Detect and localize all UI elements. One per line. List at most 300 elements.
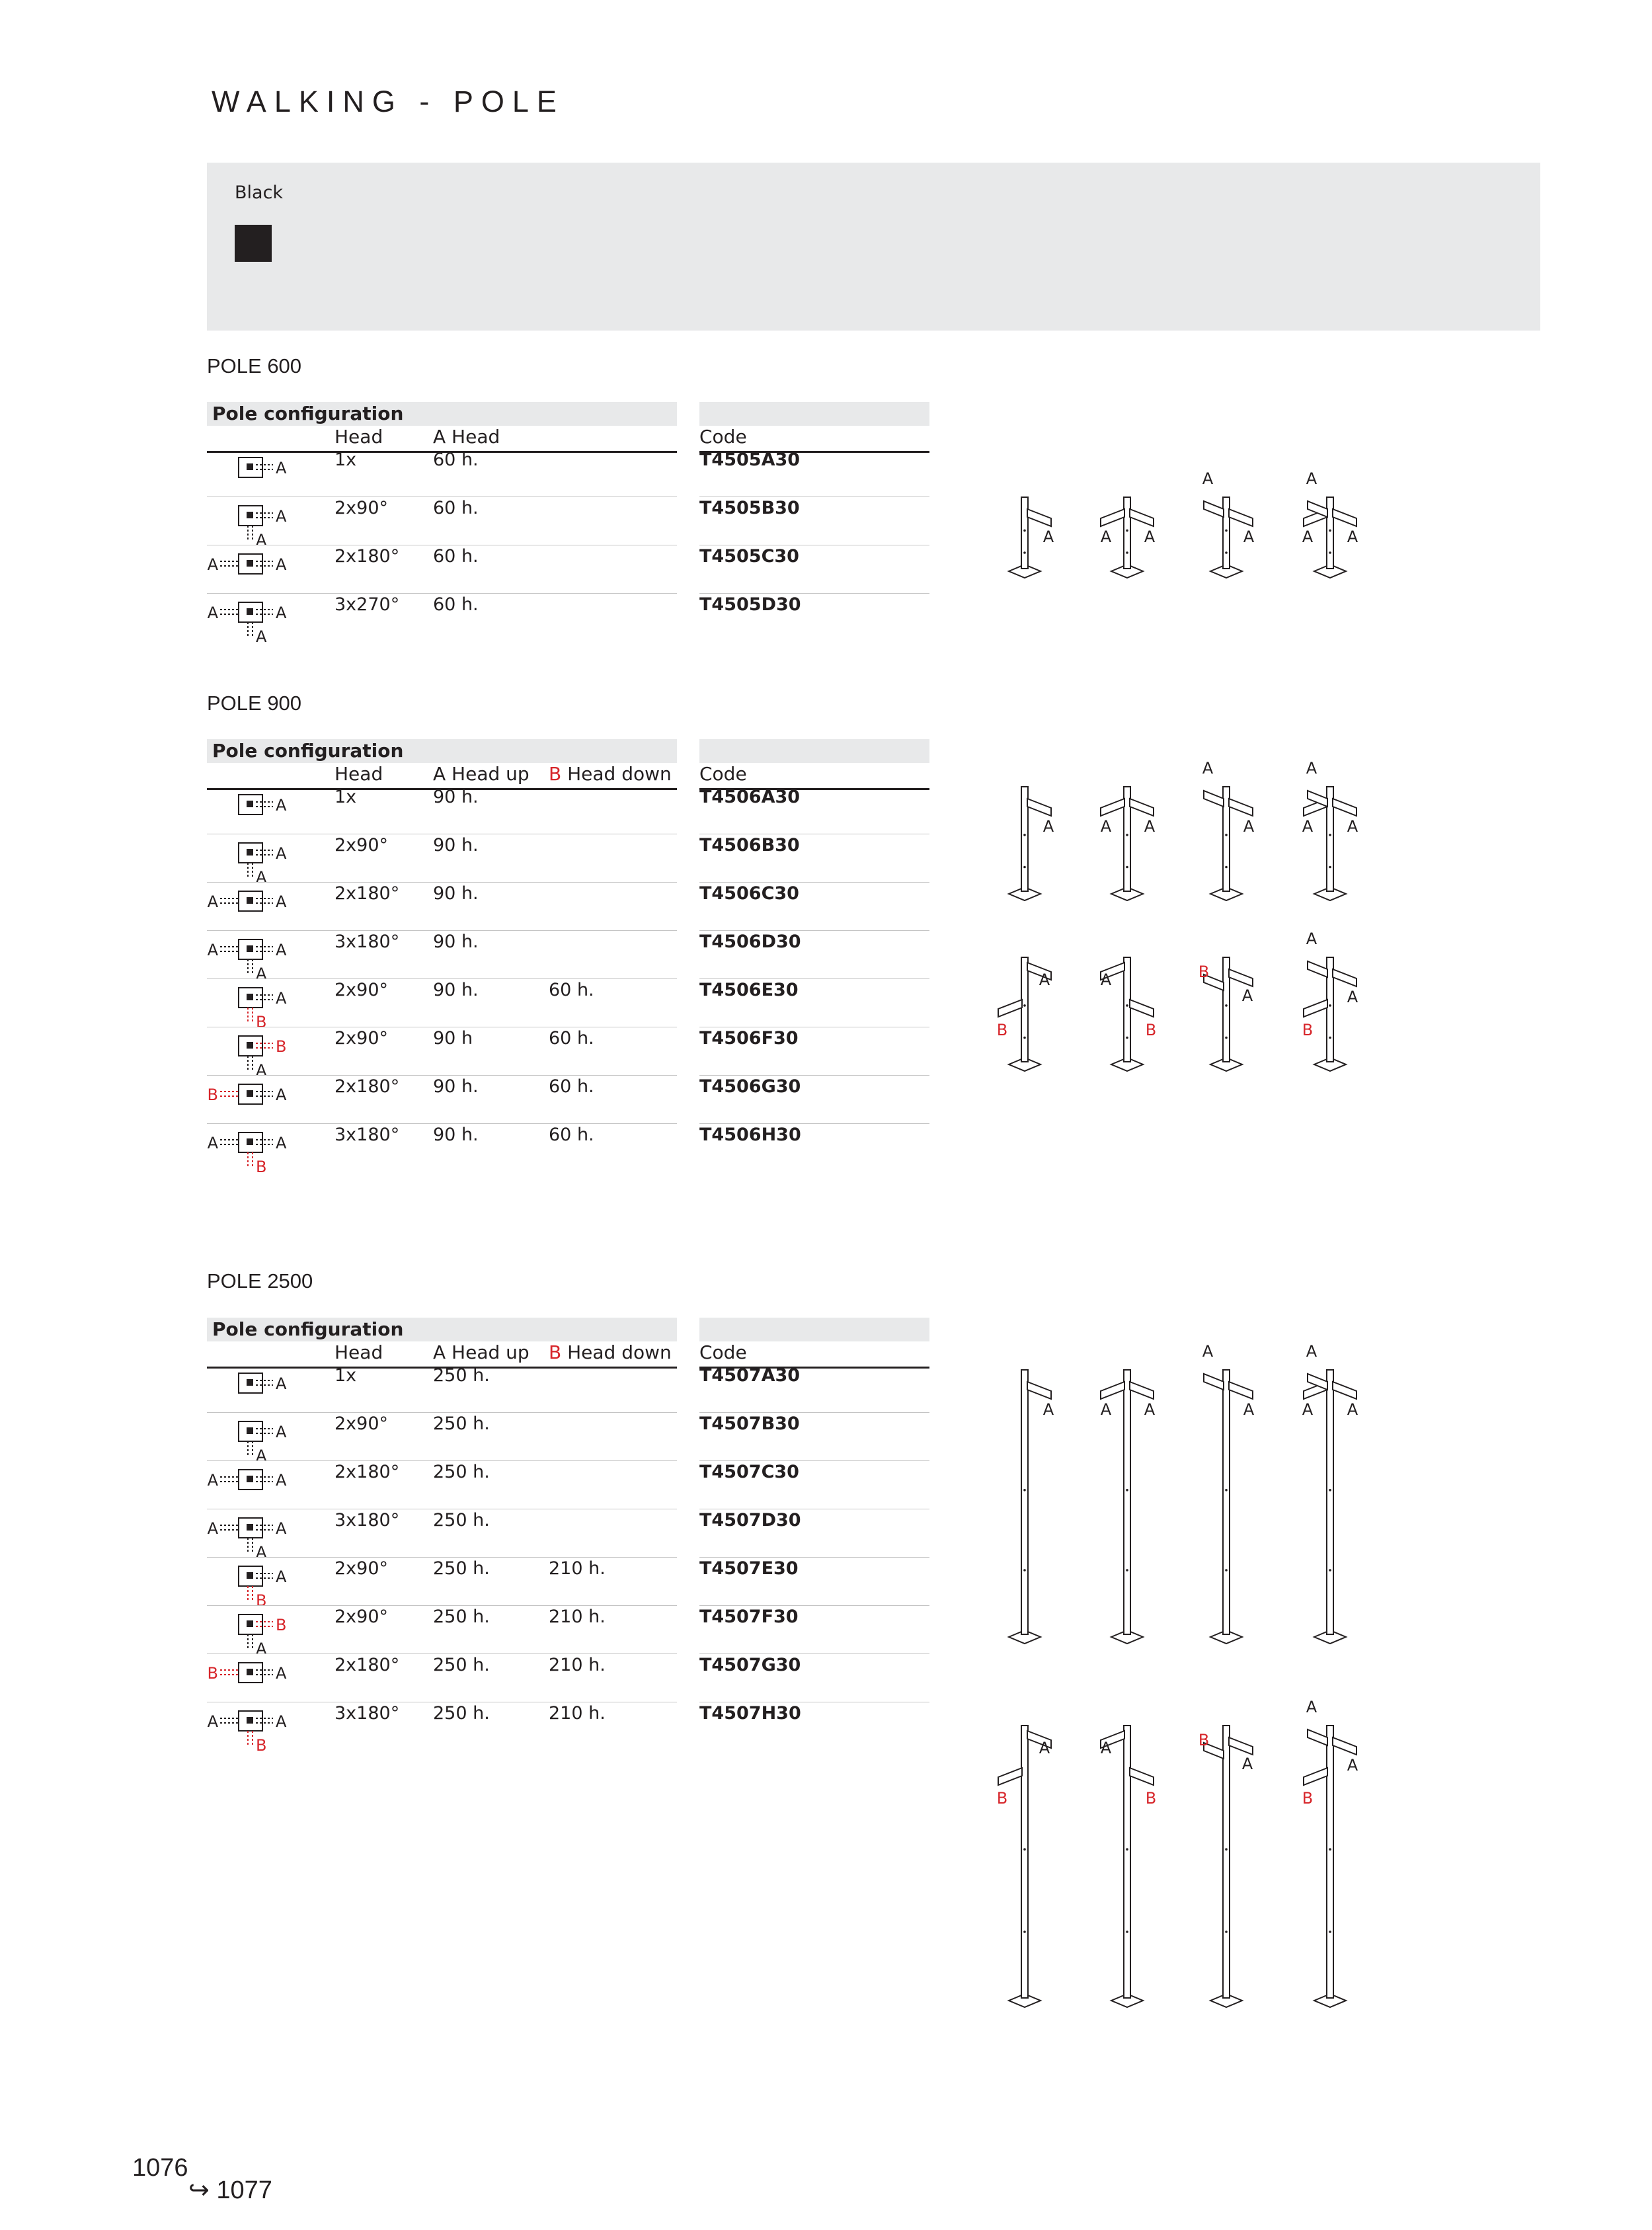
pole-illustrations <box>965 1659 1375 2020</box>
pole-drawing <box>1202 469 1255 578</box>
pole-shaft <box>1021 1726 1028 1998</box>
product-code[interactable]: T4506E30 <box>699 980 799 1000</box>
head-down-label: Head down <box>561 1341 672 1363</box>
label-a: A <box>276 507 287 526</box>
a-head-cell: 250 h. <box>433 1655 490 1675</box>
head-cell: 2x90° <box>334 980 389 1000</box>
a-head-cell: 250 h. <box>433 1607 490 1627</box>
b-head-cell: 60 h. <box>549 1076 594 1097</box>
head-arm <box>998 1768 1022 1785</box>
config-diagram <box>207 598 306 647</box>
label-b: B <box>256 1013 267 1030</box>
head-down-label: Head down <box>561 763 672 785</box>
product-code[interactable]: T4506F30 <box>699 1028 799 1049</box>
pole-plan-core <box>247 1524 253 1531</box>
config-diagram <box>207 1129 306 1177</box>
head-arm <box>1027 799 1051 816</box>
head-arm <box>1204 791 1224 807</box>
config-plan-icon <box>207 1129 306 1175</box>
label-a: A <box>1039 971 1050 989</box>
config-diagram <box>207 1080 306 1129</box>
head-cell: 2x180° <box>334 1655 400 1675</box>
rivet <box>1126 1489 1128 1492</box>
config-diagram <box>207 1611 306 1659</box>
pole-plan-core <box>247 1138 253 1145</box>
head-arm <box>1333 509 1357 526</box>
pole-plan-core <box>247 1476 253 1482</box>
label-a: A <box>276 1471 287 1490</box>
config-diagram <box>207 1514 306 1563</box>
head-arm <box>1130 509 1154 526</box>
product-code[interactable]: T4506G30 <box>699 1076 801 1097</box>
head-column-header: Head <box>334 426 383 448</box>
label-a: A <box>276 1134 287 1152</box>
pole-plan-core <box>247 1427 253 1434</box>
head-arm <box>1333 799 1357 816</box>
rivet <box>1023 1037 1026 1039</box>
head-arm <box>1229 799 1253 816</box>
pole-plan-core <box>247 1620 253 1627</box>
b-head-cell: 60 h. <box>549 1028 594 1049</box>
config-plan-icon <box>207 598 306 645</box>
a-head-cell: 250 h. <box>433 1414 490 1434</box>
config-plan-icon <box>207 1514 306 1560</box>
a-head-cell: 90 h. <box>433 1076 479 1097</box>
pole-drawing <box>1101 787 1156 900</box>
head-arm <box>1027 1382 1051 1399</box>
pole-drawing <box>1302 930 1358 1071</box>
head-arm <box>1229 1737 1253 1755</box>
a-head-cell: 250 h. <box>433 1365 490 1386</box>
a-head-cell: 250 h. <box>433 1462 490 1482</box>
pole-shaft <box>1327 497 1333 569</box>
head-cell: 2x90° <box>334 1028 389 1049</box>
label-a: A <box>1347 817 1358 836</box>
label-a: A <box>1306 930 1318 948</box>
config-diagram <box>207 1659 306 1708</box>
config-plan-icon <box>207 984 306 1030</box>
label-a: A <box>1306 1698 1318 1716</box>
code-row-divider <box>699 1605 929 1606</box>
head-arm <box>1130 1000 1154 1017</box>
label-a: A <box>276 459 287 477</box>
pole-drawing <box>1199 1726 1253 2007</box>
pole-configuration-label: Pole configuration <box>212 1318 404 1340</box>
config-diagram <box>207 1562 306 1611</box>
a-head-cell: 90 h. <box>433 835 479 856</box>
code-header-bar <box>699 1318 929 1341</box>
config-diagram <box>207 502 306 551</box>
head-arm <box>1229 509 1253 526</box>
pole-shaft <box>1021 497 1028 569</box>
label-a: A <box>1144 817 1156 836</box>
table-row[interactable] <box>207 450 929 498</box>
finish-panel <box>207 163 1540 331</box>
head-arm <box>1101 799 1124 816</box>
config-diagram <box>207 839 306 888</box>
label-a: A <box>1144 528 1156 546</box>
head-cell: 1x <box>334 450 357 470</box>
product-code[interactable]: T4507E30 <box>699 1558 799 1579</box>
code-header-bar <box>699 402 929 426</box>
label-b: B <box>207 1664 218 1683</box>
b-head-cell: 60 h. <box>549 980 594 1000</box>
label-a: A <box>256 868 267 885</box>
config-diagram <box>207 1032 306 1081</box>
pole-configuration-bar <box>207 1318 677 1341</box>
a-head-cell: 250 h. <box>433 1510 490 1531</box>
label-a: A <box>1241 1755 1253 1773</box>
product-code[interactable]: T4506B30 <box>699 835 800 856</box>
rivet <box>1329 1931 1331 1933</box>
rivet <box>1225 1848 1228 1851</box>
head-cell: 3x180° <box>334 1510 400 1531</box>
pole-plan-core <box>247 560 253 567</box>
head-cell: 1x <box>334 1365 357 1386</box>
label-a: A <box>1347 1756 1358 1774</box>
pole-plan-core <box>247 608 253 615</box>
pole-plan-core <box>247 994 253 1000</box>
product-code[interactable]: T4507D30 <box>699 1510 801 1531</box>
head-cell: 2x90° <box>334 835 389 856</box>
label-a: A <box>1306 759 1318 777</box>
config-plan-icon <box>207 1466 306 1512</box>
product-code[interactable]: T4505A30 <box>699 450 801 470</box>
label-a: A <box>276 604 287 622</box>
label-a: A <box>256 1061 267 1078</box>
label-b: B <box>256 1158 267 1175</box>
b-head-cell: 210 h. <box>549 1607 606 1627</box>
a-head-column-header: A Head <box>433 426 500 448</box>
code-column-header: Code <box>699 426 747 448</box>
label-a: A <box>207 604 218 622</box>
label-a: A <box>1302 1400 1314 1419</box>
row-divider <box>207 978 677 979</box>
label-a: A <box>1202 469 1214 488</box>
config-diagram <box>207 791 306 840</box>
product-code[interactable]: T4507B30 <box>699 1414 800 1434</box>
table-row[interactable] <box>207 1703 929 1751</box>
product-code[interactable]: T4507H30 <box>699 1703 801 1724</box>
label-a: A <box>1144 1400 1156 1419</box>
pole900-title: POLE 900 <box>207 692 302 715</box>
pole-configuration-label: Pole configuration <box>212 403 404 424</box>
pole-plan-core <box>247 1379 253 1386</box>
head-arm <box>1130 1382 1154 1399</box>
pole-illustrations <box>965 891 1375 1084</box>
config-diagram <box>207 887 306 936</box>
rivet <box>1023 866 1026 869</box>
table-row[interactable] <box>207 1028 929 1076</box>
pole-illustrations <box>965 431 1375 591</box>
rivet <box>1225 1037 1228 1039</box>
pole-plan-core <box>247 849 253 856</box>
pole-drawing <box>1302 1698 1358 2007</box>
rivet <box>1126 530 1128 532</box>
a-head-cell: 90 h. <box>433 932 479 952</box>
label-a: A <box>1347 988 1358 1006</box>
config-plan-icon <box>207 502 306 548</box>
rivet <box>1126 866 1128 869</box>
rivet <box>1329 1848 1331 1851</box>
pole-drawing <box>1009 1370 1054 1644</box>
pole-drawing <box>1009 787 1054 900</box>
table-row[interactable] <box>207 787 929 835</box>
head-arm <box>1204 501 1224 517</box>
table-row[interactable] <box>207 835 929 883</box>
next-page-number: 1077 <box>216 2176 272 2204</box>
pole-drawing <box>1202 1342 1255 1644</box>
label-a: A <box>276 844 287 863</box>
next-page-link[interactable] <box>188 2175 272 2205</box>
product-code[interactable]: T4507F30 <box>699 1607 799 1627</box>
head-arm <box>1304 1768 1327 1785</box>
config-plan-icon <box>207 550 306 596</box>
product-code[interactable]: T4506D30 <box>699 932 801 952</box>
pole-drawing <box>1101 1726 1156 2007</box>
code-row-divider <box>699 1460 929 1461</box>
head-arm <box>1101 509 1124 526</box>
config-diagram <box>207 984 306 1033</box>
label-b: B <box>1145 1789 1157 1808</box>
head-cell: 2x90° <box>334 1607 389 1627</box>
pole-drawing <box>1101 957 1156 1071</box>
table-row[interactable] <box>207 1462 929 1510</box>
pole-shaft <box>1223 497 1230 569</box>
head-cell: 3x180° <box>334 1703 400 1724</box>
config-plan-icon <box>207 1080 306 1127</box>
table-row[interactable] <box>207 1125 929 1173</box>
label-a: A <box>276 555 287 574</box>
code-row-divider <box>699 1412 929 1413</box>
pole-plan-core <box>247 1669 253 1675</box>
pole-plan-core <box>247 1042 253 1049</box>
table-row[interactable] <box>207 1365 929 1414</box>
pole-drawing <box>1302 469 1358 578</box>
product-code[interactable]: T4507C30 <box>699 1462 799 1482</box>
label-a: A <box>256 965 267 982</box>
pole-shaft <box>1021 957 1028 1062</box>
a-head-cell: 90 h. <box>433 787 479 807</box>
code-column-header: Code <box>699 1341 747 1363</box>
rivet <box>1126 1569 1128 1572</box>
config-diagram <box>207 454 306 502</box>
head-cell: 2x180° <box>334 1076 400 1097</box>
pole-plan-core <box>247 512 253 518</box>
rivet <box>1225 866 1228 869</box>
table-row[interactable] <box>207 1076 929 1125</box>
label-a: A <box>276 1519 287 1538</box>
table-row[interactable] <box>207 1655 929 1703</box>
code-row-divider <box>699 978 929 979</box>
product-code[interactable]: T4506H30 <box>699 1125 801 1145</box>
page-number: 1076 <box>132 2154 188 2182</box>
label-a: A <box>1243 528 1255 546</box>
label-a: A <box>276 941 287 959</box>
label-a: A <box>1202 759 1214 777</box>
rivet <box>1126 834 1128 836</box>
pole-shaft <box>1124 1370 1130 1634</box>
page-title: WALKING - POLE <box>212 85 565 118</box>
label-a: A <box>276 1086 287 1104</box>
rivet <box>1329 1489 1331 1492</box>
code-row-divider <box>699 882 929 883</box>
rivet <box>1329 530 1331 532</box>
row-divider <box>207 1123 677 1124</box>
label-b: B <box>1145 1021 1157 1039</box>
rivet <box>1329 1569 1331 1572</box>
table-row[interactable] <box>207 980 929 1028</box>
label-a: A <box>1347 528 1358 546</box>
label-b: B <box>1198 963 1210 981</box>
row-divider <box>207 930 677 931</box>
pole-drawing <box>997 1726 1051 2007</box>
label-a: A <box>1100 1400 1112 1419</box>
label-b: B <box>996 1789 1008 1808</box>
head-cell: 2x90° <box>334 1558 389 1579</box>
rivet <box>1126 1848 1128 1851</box>
label-a: A <box>1302 817 1314 836</box>
head-cell: 1x <box>334 787 357 807</box>
config-plan-icon <box>207 1707 306 1753</box>
config-diagram <box>207 1466 306 1515</box>
rivet <box>1329 551 1331 554</box>
code-row-divider <box>699 1557 929 1558</box>
label-a: A <box>276 1374 287 1393</box>
rivet <box>1023 1569 1026 1572</box>
label-a: A <box>1039 1739 1050 1757</box>
pole-shaft <box>1124 957 1130 1062</box>
pole-plan-core <box>247 897 253 904</box>
b-head-column-header <box>549 763 672 785</box>
rivet <box>1225 1569 1228 1572</box>
b-head-cell: 210 h. <box>549 1655 606 1675</box>
product-code[interactable]: T4505C30 <box>699 546 799 567</box>
rivet <box>1126 551 1128 554</box>
label-b: B <box>1302 1789 1314 1808</box>
a-head-cell: 90 h. <box>433 883 479 904</box>
rivet <box>1023 834 1026 836</box>
b-head-cell: 210 h. <box>549 1703 606 1724</box>
label-a: A <box>207 1712 218 1731</box>
table-row[interactable] <box>207 1607 929 1655</box>
pole-configuration-bar <box>207 402 677 426</box>
table-row[interactable] <box>207 1558 929 1607</box>
rivet <box>1329 1004 1331 1007</box>
a-head-cell: 60 h. <box>433 546 479 567</box>
code-row-divider <box>699 1653 929 1654</box>
table-row[interactable] <box>207 883 929 932</box>
label-a: A <box>207 941 218 959</box>
product-code[interactable]: T4505B30 <box>699 498 800 518</box>
label-a: A <box>1243 817 1255 836</box>
b-head-cell: 210 h. <box>549 1558 606 1579</box>
rivet <box>1225 1931 1228 1933</box>
table-row[interactable] <box>207 594 929 643</box>
label-b: B <box>256 1736 267 1753</box>
pole-drawing <box>1199 957 1253 1071</box>
product-code[interactable]: T4507G30 <box>699 1655 801 1675</box>
row-divider <box>207 1605 677 1606</box>
rivet <box>1329 1037 1331 1039</box>
product-code[interactable]: T4506C30 <box>699 883 799 904</box>
label-a: A <box>256 1640 267 1657</box>
config-plan-icon <box>207 454 306 500</box>
label-a: A <box>1302 528 1314 546</box>
table-row[interactable] <box>207 546 929 594</box>
config-plan-icon <box>207 1032 306 1078</box>
pole-shaft <box>1124 1726 1130 1998</box>
label-a: A <box>276 1568 287 1586</box>
pole-drawing <box>1202 759 1255 900</box>
table-row[interactable] <box>207 932 929 980</box>
a-head-cell: 250 h. <box>433 1703 490 1724</box>
code-header-bar <box>699 739 929 763</box>
label-a: A <box>256 627 267 645</box>
label-b: B <box>207 1086 218 1104</box>
label-a: A <box>276 1712 287 1731</box>
pole-plan-core <box>247 945 253 952</box>
config-plan-icon <box>207 1611 306 1657</box>
pole-illustrations <box>965 721 1375 914</box>
head-cell: 2x90° <box>334 498 389 518</box>
row-divider <box>207 882 677 883</box>
code-row-divider <box>699 1075 929 1076</box>
label-a: A <box>1100 971 1112 989</box>
pole-shaft <box>1223 1370 1230 1634</box>
rivet <box>1126 1037 1128 1039</box>
label-b: B <box>1302 1021 1314 1039</box>
label-a: A <box>1243 1400 1255 1419</box>
pole-shaft <box>1327 1726 1333 1998</box>
head-arm <box>1229 1382 1253 1399</box>
label-a: A <box>276 989 287 1008</box>
head-cell: 2x180° <box>334 883 400 904</box>
a-head-cell: 90 h. <box>433 1125 479 1145</box>
label-a: A <box>207 1134 218 1152</box>
head-arm <box>1308 961 1327 977</box>
label-a: A <box>276 1423 287 1441</box>
row-divider <box>207 1557 677 1558</box>
table-row[interactable] <box>207 1510 929 1558</box>
label-b: B <box>1198 1731 1210 1749</box>
table-row[interactable] <box>207 498 929 546</box>
head-column-header: Head <box>334 1341 383 1363</box>
rivet <box>1126 1931 1128 1933</box>
config-diagram <box>207 936 306 984</box>
black-swatch[interactable] <box>235 225 272 262</box>
label-a: A <box>1042 1400 1054 1419</box>
rivet <box>1225 551 1228 554</box>
pole-shaft <box>1223 1726 1230 1998</box>
a-head-column-header: A Head up <box>433 1341 530 1363</box>
pole-drawing <box>1009 497 1054 578</box>
a-head-cell: 60 h. <box>433 498 479 518</box>
product-code[interactable]: T4506A30 <box>699 787 801 807</box>
product-code[interactable]: T4505D30 <box>699 594 801 615</box>
rivet <box>1225 530 1228 532</box>
head-cell: 3x180° <box>334 932 400 952</box>
head-arm <box>1027 509 1051 526</box>
head-arm <box>1333 1382 1357 1399</box>
pole-configuration-label: Pole configuration <box>212 740 404 762</box>
product-code[interactable]: T4507A30 <box>699 1365 801 1386</box>
config-plan-icon <box>207 1659 306 1705</box>
table-row[interactable] <box>207 1414 929 1462</box>
config-plan-icon <box>207 839 306 885</box>
code-row-divider <box>699 1123 929 1124</box>
a-head-cell: 250 h. <box>433 1558 490 1579</box>
